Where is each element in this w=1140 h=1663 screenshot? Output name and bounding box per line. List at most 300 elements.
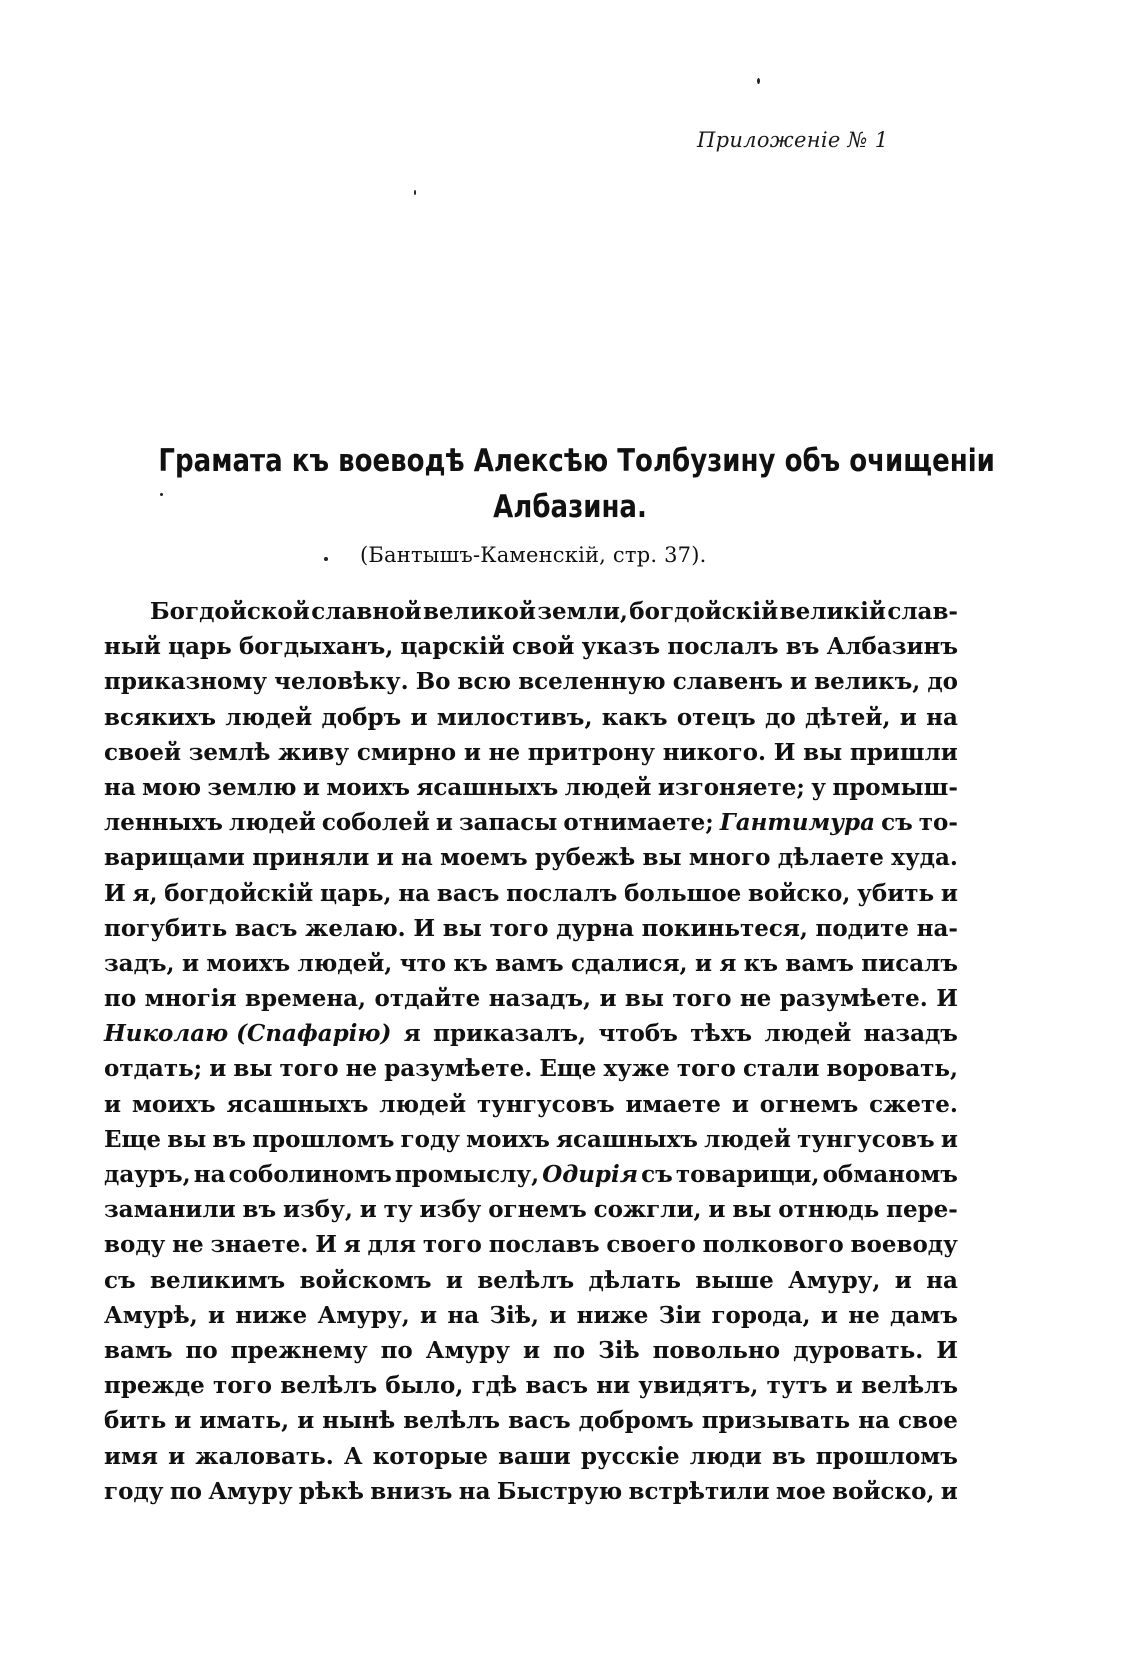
body-word: того bbox=[489, 914, 549, 942]
body-word: не bbox=[172, 1231, 204, 1259]
body-line bbox=[104, 911, 958, 946]
body-word: на bbox=[447, 1301, 480, 1329]
body-word: дауръ, bbox=[104, 1161, 191, 1188]
body-word: и bbox=[104, 1090, 122, 1118]
body-word: Еще bbox=[539, 1055, 597, 1083]
body-word: того bbox=[676, 1055, 736, 1083]
body-word: разумѣете. bbox=[779, 985, 928, 1013]
body-word: и bbox=[376, 844, 394, 872]
body-word: соболиномъ bbox=[228, 1161, 392, 1188]
body-word: Зiи bbox=[658, 1301, 702, 1329]
body-word: дѣлать bbox=[588, 1266, 682, 1294]
body-word: и bbox=[420, 1301, 438, 1329]
body-word: въ bbox=[242, 1196, 277, 1224]
body-word: какъ bbox=[601, 703, 668, 731]
body-word: добромъ bbox=[578, 1407, 694, 1435]
body-word: ясашныхъ bbox=[226, 1090, 369, 1118]
body-word: съ bbox=[104, 1266, 136, 1294]
body-word: до bbox=[765, 703, 796, 731]
body-word: сдалися, bbox=[571, 949, 688, 977]
body-word: тѣхъ bbox=[690, 1020, 753, 1048]
body-word: тутъ bbox=[766, 1372, 828, 1400]
body-word: заманили bbox=[104, 1196, 236, 1224]
scan-speck bbox=[414, 190, 416, 195]
body-word: сожгли, bbox=[593, 1196, 702, 1224]
body-word: царскiй bbox=[400, 633, 505, 661]
body-word: пославъ bbox=[488, 1231, 600, 1259]
body-word: дамъ bbox=[890, 1301, 958, 1329]
body-word: Николаю (Спафарiю) bbox=[104, 1020, 392, 1048]
body-word: велѣлъ bbox=[280, 1372, 378, 1400]
body-word: по bbox=[169, 1477, 202, 1505]
body-line bbox=[104, 1333, 958, 1368]
body-word: и bbox=[435, 809, 453, 837]
body-word: моихъ bbox=[131, 1090, 216, 1118]
body-word: на- bbox=[916, 914, 958, 942]
body-word: повольно bbox=[652, 1336, 781, 1364]
body-word: людей bbox=[225, 703, 313, 731]
body-line bbox=[104, 1051, 958, 1086]
body-word: Амуру, bbox=[788, 1266, 881, 1294]
body-word: И bbox=[773, 738, 796, 766]
body-word: что bbox=[399, 949, 447, 977]
body-word: рѣкѣ bbox=[298, 1477, 364, 1505]
body-word: хуже bbox=[603, 1055, 670, 1083]
body-word: вамъ bbox=[785, 949, 854, 977]
body-line bbox=[104, 1157, 958, 1192]
body-word: на bbox=[398, 879, 431, 907]
title-line-2: Албазина. bbox=[493, 489, 647, 525]
body-word: многiя bbox=[144, 985, 237, 1013]
body-word: людей, bbox=[297, 949, 393, 977]
body-word: на bbox=[193, 1161, 226, 1188]
body-line bbox=[104, 1298, 958, 1333]
body-word: человѣку. bbox=[274, 668, 409, 696]
body-word: у bbox=[811, 773, 826, 801]
body-word: по bbox=[185, 1336, 218, 1364]
body-line bbox=[104, 876, 958, 911]
body-word: моихъ bbox=[326, 773, 411, 801]
body-word: свой bbox=[512, 633, 575, 661]
body-word: на bbox=[400, 844, 433, 872]
body-word: и bbox=[549, 1301, 567, 1329]
body-word: и bbox=[522, 1336, 540, 1364]
body-word: добръ bbox=[321, 703, 402, 731]
body-word: соболей bbox=[321, 809, 430, 837]
body-word: не bbox=[739, 985, 772, 1013]
body-word: жаловать. bbox=[195, 1442, 334, 1470]
body-word: покиньтеся, bbox=[641, 914, 808, 942]
body-word: всю bbox=[457, 668, 512, 696]
body-word: и bbox=[445, 1266, 463, 1294]
body-word: Амурѣ, bbox=[104, 1301, 198, 1329]
body-word: и bbox=[820, 1301, 838, 1329]
body-word: выше bbox=[695, 1266, 774, 1294]
document-title bbox=[158, 438, 995, 530]
body-word: и bbox=[168, 1442, 186, 1470]
body-word: худа. bbox=[891, 844, 958, 872]
body-word: царь bbox=[168, 633, 232, 661]
body-word: гдѣ bbox=[471, 1372, 518, 1400]
title-line-1: Грамата къ воеводѣ Алексѣю Толбузину объ очищенiи bbox=[158, 443, 995, 479]
body-word: людей bbox=[764, 1020, 852, 1048]
scan-speck bbox=[757, 78, 760, 84]
body-word: великiй bbox=[779, 598, 886, 625]
body-word: войскомъ bbox=[299, 1266, 432, 1294]
body-word: въ bbox=[772, 1442, 806, 1470]
body-word: вамъ bbox=[495, 949, 564, 977]
body-word: воду bbox=[104, 1231, 166, 1259]
body-word: стали bbox=[742, 1055, 820, 1083]
body-line bbox=[104, 770, 958, 805]
body-line bbox=[104, 735, 958, 770]
body-word: увидятъ, bbox=[638, 1372, 759, 1400]
body-word: вы bbox=[732, 1196, 772, 1224]
body-word: подите bbox=[815, 914, 909, 942]
body-word: войско, bbox=[832, 1477, 935, 1505]
body-word: И bbox=[936, 1336, 958, 1364]
body-word: ясашныхъ bbox=[416, 773, 559, 801]
body-word: варищами bbox=[104, 844, 245, 872]
body-word: никого. bbox=[662, 738, 766, 766]
body-word: назадъ, bbox=[488, 985, 592, 1013]
source-citation: (Бантышъ-Каменскiй, стр. 37). bbox=[360, 543, 707, 567]
body-word: промыслу, bbox=[394, 1161, 540, 1188]
body-word: Гантимура bbox=[719, 809, 876, 837]
body-word: къ bbox=[453, 949, 488, 977]
body-word: и bbox=[209, 1055, 227, 1083]
body-word: войско, bbox=[748, 879, 851, 907]
body-word: смирно bbox=[356, 738, 457, 766]
body-word: славной bbox=[311, 598, 422, 625]
body-word: людей bbox=[379, 1090, 467, 1118]
body-word: много bbox=[688, 844, 771, 872]
body-word: на bbox=[926, 703, 958, 731]
body-word: ниже bbox=[235, 1301, 308, 1329]
body-word: и bbox=[708, 1196, 726, 1224]
body-word: то- bbox=[918, 809, 958, 837]
body-word: послалъ bbox=[667, 633, 779, 661]
body-word: дѣтей, bbox=[805, 703, 891, 731]
body-line bbox=[104, 700, 958, 735]
body-word: моемъ bbox=[440, 844, 528, 872]
body-line bbox=[104, 1439, 958, 1474]
body-word: ный bbox=[104, 633, 161, 661]
body-word: прежде bbox=[104, 1372, 205, 1400]
body-line bbox=[104, 1474, 958, 1509]
body-word: и bbox=[297, 1407, 315, 1435]
body-word: дурна bbox=[556, 914, 634, 942]
body-word: и bbox=[835, 1372, 853, 1400]
body-word: тунгусовъ bbox=[477, 1090, 615, 1118]
body-word: на bbox=[104, 773, 136, 801]
body-word: на bbox=[926, 1266, 958, 1294]
body-word: воровать, bbox=[826, 1055, 958, 1083]
scan-speck bbox=[324, 557, 328, 561]
body-word: вы bbox=[167, 1125, 207, 1153]
body-word: сжете. bbox=[869, 1090, 958, 1118]
body-word: того bbox=[672, 985, 732, 1013]
body-word: огнемъ bbox=[488, 1196, 587, 1224]
body-word: А bbox=[343, 1442, 363, 1470]
body-word: задъ, bbox=[104, 949, 175, 977]
body-word: въ bbox=[785, 633, 820, 661]
body-word: васъ bbox=[234, 914, 298, 942]
body-word: и bbox=[359, 1196, 377, 1224]
body-word: славенъ bbox=[672, 668, 783, 696]
body-word: Зiѣ bbox=[598, 1336, 640, 1364]
body-word: въ bbox=[212, 1125, 247, 1153]
body-word: слав- bbox=[887, 598, 958, 625]
body-word: и bbox=[940, 1125, 958, 1153]
body-word: не bbox=[345, 1055, 378, 1083]
body-word: царь, bbox=[319, 879, 392, 907]
body-word: избу, bbox=[283, 1196, 353, 1224]
body-word: тунгусовъ bbox=[797, 1125, 935, 1153]
body-word: ту bbox=[383, 1196, 413, 1224]
appendix-label: Приложенiе № 1 bbox=[697, 128, 889, 152]
body-word: своей bbox=[104, 738, 182, 766]
body-word: дѣлаете bbox=[777, 844, 884, 872]
body-word: васъ bbox=[436, 879, 500, 907]
body-word: прошломъ bbox=[252, 1125, 395, 1153]
body-word: Быструю bbox=[496, 1477, 623, 1505]
body-word: назадъ bbox=[863, 1020, 958, 1048]
body-word: приказалъ, bbox=[433, 1020, 587, 1048]
body-word: Зiѣ, bbox=[489, 1301, 539, 1329]
body-word: людей bbox=[704, 1125, 791, 1153]
body-word: И bbox=[315, 1231, 337, 1259]
body-word: васъ bbox=[525, 1372, 589, 1400]
body-word: живу bbox=[278, 738, 350, 766]
body-word: своего bbox=[606, 1231, 696, 1259]
body-line bbox=[104, 1227, 958, 1262]
body-word: огнемъ bbox=[759, 1090, 859, 1118]
body-line bbox=[104, 629, 958, 664]
body-word: того bbox=[422, 1231, 482, 1259]
body-line bbox=[104, 1368, 958, 1403]
body-word: я bbox=[343, 1231, 361, 1259]
body-word: ленныхъ bbox=[104, 809, 223, 837]
body-word: Во bbox=[415, 668, 451, 696]
body-word: и bbox=[174, 1407, 192, 1435]
body-word: и bbox=[302, 773, 320, 801]
body-line bbox=[104, 1403, 958, 1438]
body-word: году bbox=[400, 1125, 461, 1153]
body-word: ясашныхъ bbox=[556, 1125, 698, 1153]
body-word: и bbox=[599, 985, 617, 1013]
document-body bbox=[104, 594, 958, 1509]
body-word: велѣлъ bbox=[403, 1407, 501, 1435]
body-word: писалъ bbox=[861, 949, 958, 977]
body-word: рубежѣ bbox=[534, 844, 636, 872]
body-word: и bbox=[410, 703, 428, 731]
body-word: къ bbox=[743, 949, 779, 977]
body-word: внизъ bbox=[370, 1477, 453, 1505]
body-word: Богдойской bbox=[150, 598, 310, 625]
body-word: И bbox=[936, 985, 958, 1013]
body-word: города, bbox=[711, 1301, 811, 1329]
body-word: на bbox=[858, 1407, 890, 1435]
body-word: я, bbox=[132, 879, 158, 907]
body-word: милостивъ, bbox=[436, 703, 593, 731]
body-word: я bbox=[403, 1020, 421, 1048]
body-word: и bbox=[789, 668, 808, 696]
body-word: отнюдь bbox=[778, 1196, 880, 1224]
body-word: отнимаете; bbox=[563, 809, 714, 837]
body-word: имать, bbox=[199, 1407, 290, 1435]
body-line bbox=[104, 1263, 958, 1298]
body-word: мою bbox=[142, 773, 202, 801]
body-line bbox=[104, 1087, 958, 1122]
body-word: людей bbox=[564, 773, 652, 801]
body-word: обманомъ bbox=[822, 1161, 958, 1188]
body-line bbox=[104, 1192, 958, 1227]
body-word: времена, bbox=[245, 985, 367, 1013]
body-word: избу bbox=[419, 1196, 482, 1224]
body-line bbox=[104, 946, 958, 981]
body-word: году bbox=[104, 1477, 164, 1505]
body-word: И bbox=[413, 914, 436, 942]
body-word: бить bbox=[104, 1407, 167, 1435]
body-word: вы bbox=[642, 844, 682, 872]
body-word: не bbox=[848, 1301, 880, 1329]
body-word: велѣлъ bbox=[477, 1266, 575, 1294]
body-word: и bbox=[940, 879, 958, 907]
body-word: имя bbox=[104, 1442, 159, 1470]
body-word: было, bbox=[385, 1372, 464, 1400]
body-word: прежнему bbox=[230, 1336, 368, 1364]
body-word: велѣлъ bbox=[861, 1372, 958, 1400]
body-word: васъ bbox=[508, 1407, 571, 1435]
body-word: богдыханъ, bbox=[238, 633, 394, 661]
body-word: и bbox=[694, 949, 713, 977]
body-word: ваши bbox=[498, 1442, 571, 1470]
body-word: призывать bbox=[701, 1407, 851, 1435]
body-word: приняли bbox=[252, 844, 370, 872]
body-word: И bbox=[104, 879, 126, 907]
body-word: людей bbox=[228, 809, 316, 837]
body-word: прошломъ bbox=[815, 1442, 958, 1470]
body-word: по bbox=[380, 1336, 413, 1364]
body-word: отдать; bbox=[104, 1055, 203, 1083]
body-line bbox=[104, 805, 958, 840]
body-word: изгоняете; bbox=[657, 773, 805, 801]
body-word: не bbox=[488, 738, 521, 766]
body-word: великимъ bbox=[150, 1266, 286, 1294]
body-word: и bbox=[894, 1266, 912, 1294]
body-word: Амуру bbox=[425, 1336, 510, 1364]
body-word: Амуру bbox=[208, 1477, 293, 1505]
body-word: товарищи, bbox=[675, 1161, 820, 1188]
body-word: ни bbox=[596, 1372, 631, 1400]
body-word: отецъ bbox=[676, 703, 756, 731]
body-word: вы bbox=[624, 985, 664, 1013]
body-word: вы bbox=[442, 914, 482, 942]
body-word: запасы bbox=[458, 809, 558, 837]
body-word: знаете. bbox=[210, 1231, 309, 1259]
body-word: промыш- bbox=[832, 773, 958, 801]
body-word: Еще bbox=[104, 1125, 162, 1153]
body-word: по bbox=[552, 1336, 586, 1364]
body-word: имаете bbox=[625, 1090, 721, 1118]
body-word: воеводу bbox=[850, 1231, 958, 1259]
body-word: полкового bbox=[702, 1231, 844, 1259]
body-word: чтобъ bbox=[598, 1020, 678, 1048]
body-word: земли, bbox=[537, 598, 628, 625]
body-word: Амуру, bbox=[317, 1301, 410, 1329]
body-word: я bbox=[719, 949, 737, 977]
body-word: свое bbox=[897, 1407, 958, 1435]
body-word: вамъ bbox=[104, 1336, 173, 1364]
body-word: и bbox=[899, 703, 917, 731]
body-word: всякихъ bbox=[104, 703, 217, 731]
body-word: по bbox=[104, 985, 137, 1013]
body-word: Албазинъ bbox=[826, 633, 958, 661]
body-word: большое bbox=[624, 879, 742, 907]
body-word: указъ bbox=[581, 633, 661, 661]
body-word: великъ, bbox=[814, 668, 921, 696]
body-word: съ bbox=[641, 1161, 673, 1188]
body-word: люди bbox=[689, 1442, 762, 1470]
body-word: отдайте bbox=[374, 985, 481, 1013]
body-word: богдойскiй bbox=[164, 879, 314, 907]
body-word: пришли bbox=[849, 738, 958, 766]
body-word: и bbox=[181, 949, 199, 977]
body-line bbox=[104, 594, 958, 629]
body-line bbox=[104, 1122, 958, 1157]
body-word: дуровать. bbox=[793, 1336, 924, 1364]
body-word: вы bbox=[803, 738, 843, 766]
body-word: которые bbox=[372, 1442, 488, 1470]
body-word: русскiе bbox=[580, 1442, 680, 1470]
body-word: убить bbox=[857, 879, 935, 907]
body-line bbox=[104, 981, 958, 1016]
body-word: богдойскiй bbox=[629, 598, 779, 625]
body-word: моихъ bbox=[206, 949, 291, 977]
body-word: притрону bbox=[527, 738, 655, 766]
body-word: до bbox=[927, 668, 958, 696]
body-word: встрѣтили bbox=[628, 1477, 770, 1505]
body-word: того bbox=[213, 1372, 273, 1400]
body-word: мое bbox=[775, 1477, 826, 1505]
body-word: съ bbox=[881, 809, 913, 837]
body-word: землю bbox=[207, 773, 297, 801]
body-word: приказному bbox=[104, 668, 268, 696]
body-word: разумѣете. bbox=[384, 1055, 533, 1083]
body-word: вселенную bbox=[518, 668, 666, 696]
body-word: желаю. bbox=[305, 914, 406, 942]
body-word: вы bbox=[233, 1055, 273, 1083]
body-line bbox=[104, 1016, 958, 1051]
body-word: нынѣ bbox=[322, 1407, 396, 1435]
body-word: и bbox=[463, 738, 481, 766]
body-word: моихъ bbox=[466, 1125, 550, 1153]
body-word: погубить bbox=[104, 914, 228, 942]
body-word: того bbox=[279, 1055, 339, 1083]
body-line bbox=[104, 840, 958, 875]
body-line bbox=[104, 664, 958, 699]
body-word: на bbox=[458, 1477, 491, 1505]
body-word: и bbox=[940, 1477, 958, 1505]
body-word: ниже bbox=[576, 1301, 649, 1329]
body-word: Одирiя bbox=[542, 1161, 639, 1188]
body-word: и bbox=[731, 1090, 749, 1118]
body-word: пере- bbox=[886, 1196, 958, 1224]
body-word: и bbox=[208, 1301, 226, 1329]
body-word: послалъ bbox=[506, 879, 618, 907]
body-word: для bbox=[367, 1231, 417, 1259]
